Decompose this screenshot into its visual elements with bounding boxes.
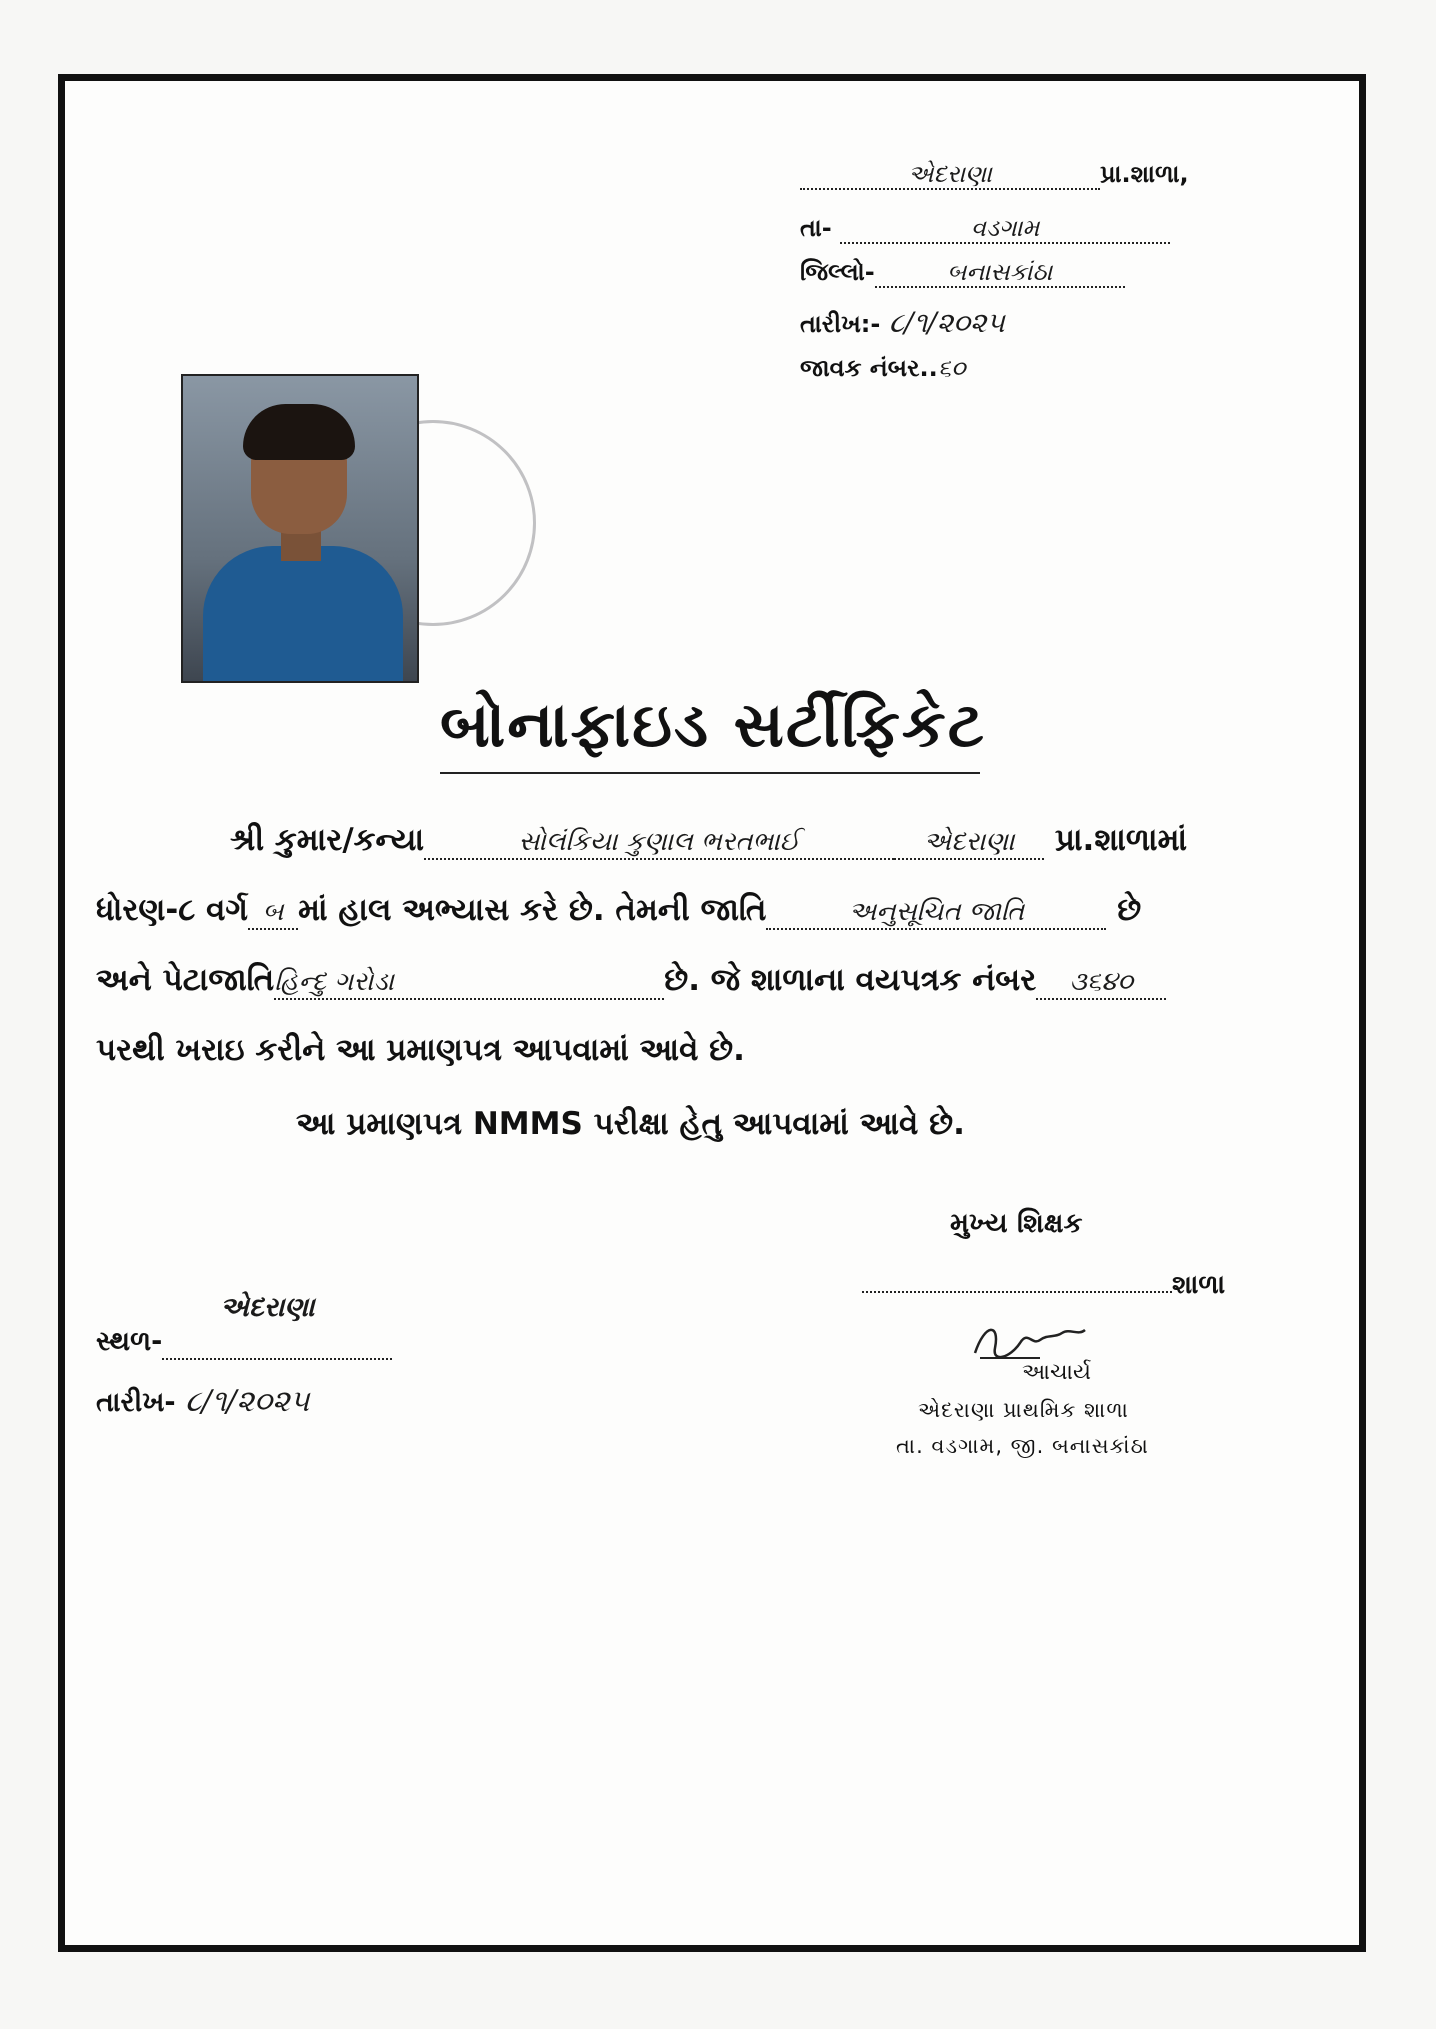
header-district-line xyxy=(800,258,1125,288)
outward-handwritten: ૬૦ xyxy=(937,354,966,382)
line2-suffix: છે xyxy=(1117,892,1142,928)
school-sign-line xyxy=(862,1270,1225,1301)
outward-label: જાવક નંબર.. xyxy=(800,354,938,382)
district-handwritten: બનાસકાંઠા xyxy=(947,258,1053,286)
school-suffix: પ્રા.શાળા, xyxy=(1100,160,1189,188)
line2-prefix: ધોરણ-૮ વર્ગ xyxy=(96,892,249,928)
taluka-label: તા- xyxy=(800,214,832,242)
student-name-handwritten: સોલંકિયા કુણાલ ભરતભાઈ xyxy=(518,827,800,857)
principal-stamp-address: તા. વડગામ, જી. બનાસકાંઠા xyxy=(896,1434,1149,1458)
header-date-label: તારીખ:- xyxy=(800,310,881,338)
body-line-5: આ પ્રમાણપત્ર NMMS પરીક્ષા હેતુ આપવામાં આવે છે. xyxy=(296,1106,965,1142)
place-line xyxy=(96,1292,392,1360)
footer-date-line xyxy=(96,1384,309,1419)
school-name-handwritten: એદરાણા xyxy=(908,160,992,188)
footer-date-label: તારીખ- xyxy=(96,1387,176,1418)
school-in-line-handwritten: એદરાણા xyxy=(923,827,1015,857)
body-line-3 xyxy=(96,962,1166,1000)
place-handwritten: એદરાણા xyxy=(220,1292,315,1323)
header-date-handwritten: ૮/૧/૨૦૨૫ xyxy=(888,306,1005,339)
header-school-line xyxy=(800,160,1189,190)
body-line-4: પરથી ખરાઇ કરીને આ પ્રમાણપત્ર આપવામાં આવે છે. xyxy=(96,1032,745,1068)
taluka-handwritten: વડગામ xyxy=(970,214,1040,242)
caste-handwritten: અનુસૂચિત જાતિ xyxy=(848,897,1025,927)
place-label: સ્થળ- xyxy=(96,1326,163,1357)
line1-prefix: શ્રી કુમાર/કન્યા xyxy=(230,822,425,858)
school-sign-label: શાળા xyxy=(1172,1270,1226,1300)
student-photo xyxy=(181,374,419,683)
principal-stamp-title: આચાર્ય xyxy=(1022,1360,1091,1385)
body-line-1 xyxy=(230,822,1187,860)
footer-date-handwritten: ૮/૧/૨૦૨૫ xyxy=(185,1384,310,1419)
subcaste-handwritten: હિન્દુ ગરોડા xyxy=(274,967,394,997)
title-underline xyxy=(440,772,980,774)
register-number-handwritten: ૩૬૪૦ xyxy=(1069,967,1134,997)
line3-prefix: અને પેટાજાતિ xyxy=(96,962,275,998)
principal-stamp-school: એદરાણા પ્રાથમિક શાળા xyxy=(918,1398,1129,1422)
header-outward-line xyxy=(800,354,966,382)
district-label: જિલ્લો- xyxy=(800,258,875,286)
line2-mid: માં હાલ અભ્યાસ કરે છે. તેમની જાતિ xyxy=(298,892,767,928)
line3-mid: છે. જે શાળાના વયપત્રક નંબર xyxy=(664,962,1037,998)
class-handwritten: બ xyxy=(262,897,284,927)
line1-suffix: પ્રા.શાળામાં xyxy=(1054,822,1188,858)
header-date-line xyxy=(800,306,1005,340)
body-line-2 xyxy=(96,892,1141,930)
head-teacher-label: મુખ્ય શિક્ષક xyxy=(950,1208,1083,1239)
header-taluka-line xyxy=(800,214,1170,244)
certificate-frame xyxy=(58,74,1366,1952)
certificate-title: બોનાફાઇડ સર્ટીફિકેટ xyxy=(440,688,986,761)
